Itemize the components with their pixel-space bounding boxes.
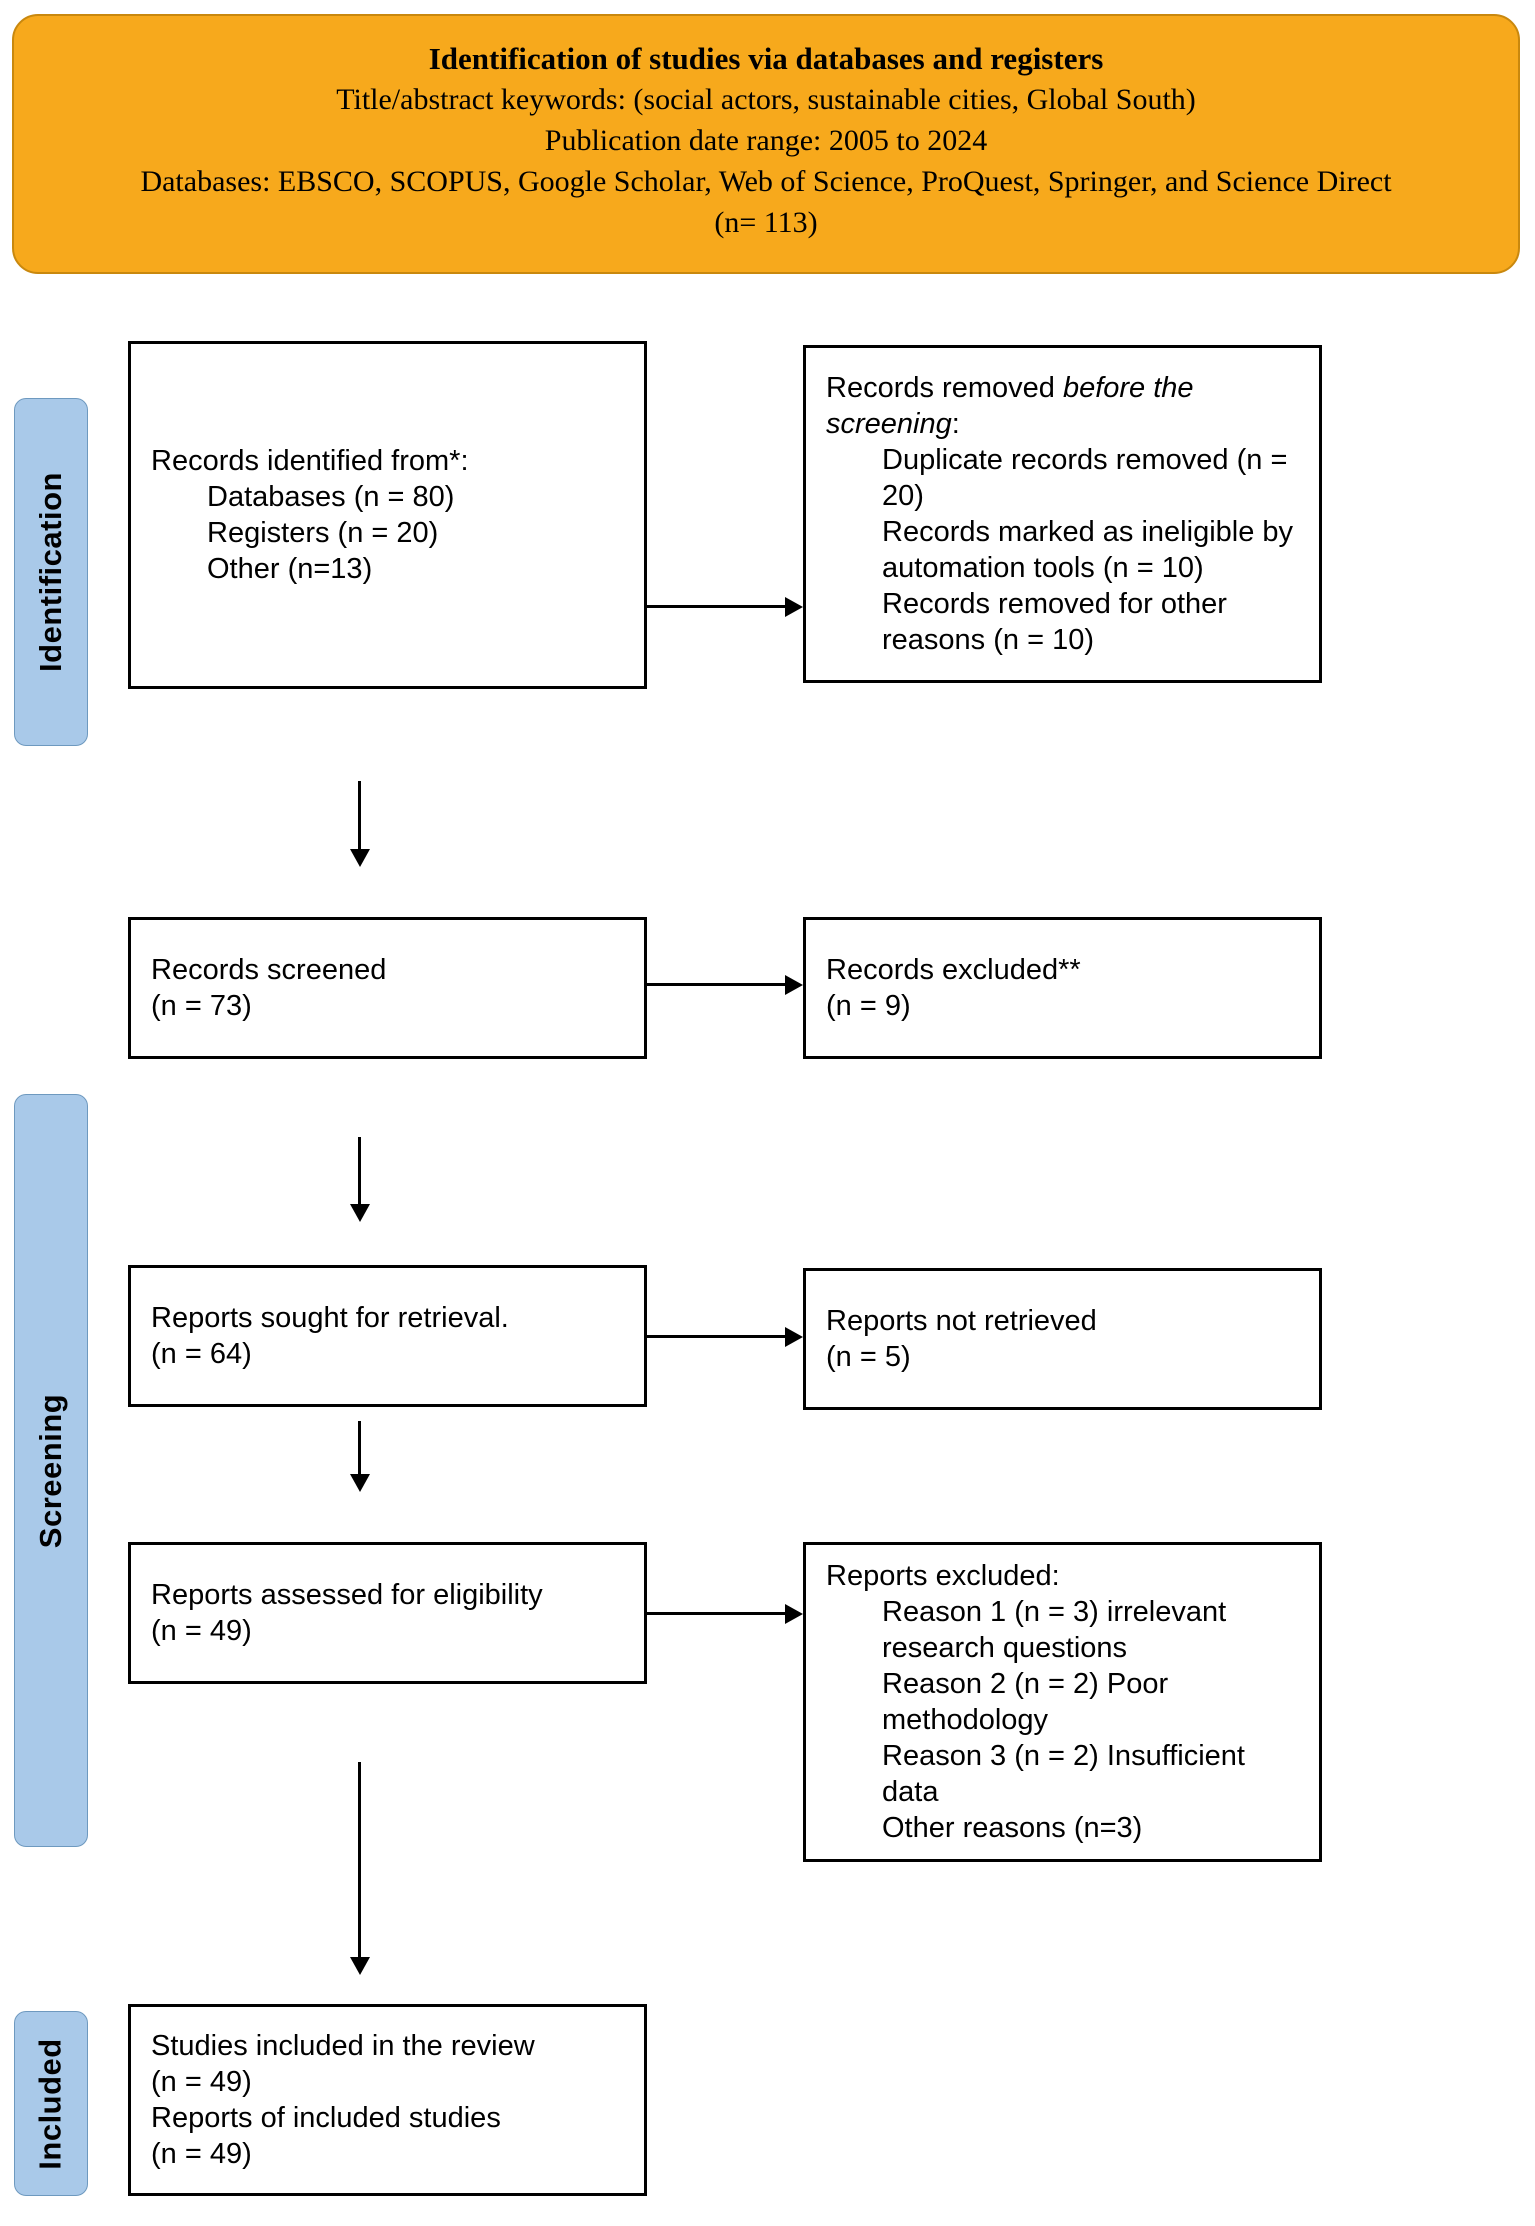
records-identified-heading: Records identified from*: (151, 445, 469, 477)
arrow-sought-to-assessed (358, 1421, 361, 1474)
stage-label-screening (14, 1094, 88, 1847)
box-records-removed (803, 345, 1322, 683)
stage-screening-text: Screening (33, 1393, 69, 1548)
reports-excluded-heading: Reports excluded: (826, 1560, 1060, 1592)
reports-assessed-line1: Reports assessed for eligibility (151, 1579, 543, 1611)
stage-label-identification (14, 398, 88, 746)
box-records-screened (128, 917, 647, 1059)
records-screened-line1: Records screened (151, 954, 387, 986)
box-studies-included (128, 2004, 647, 2196)
records-excluded-line1: Records excluded** (826, 954, 1081, 986)
records-removed-item-duplicates: Duplicate records removed (n = 20) (882, 444, 1288, 512)
records-removed-heading-italic: before the screening (826, 372, 1194, 440)
reports-excluded-reason1: Reason 1 (n = 3) irrelevant research questions (882, 1596, 1227, 1664)
header-box (12, 14, 1520, 274)
box-reports-assessed (128, 1542, 647, 1684)
arrow-assessed-to-reports-excluded (647, 1612, 785, 1615)
arrow-screened-to-excluded (647, 983, 785, 986)
header-title: Identification of studies via databases and registers (428, 41, 1104, 76)
records-removed-item-other-reasons: Records removed for other reasons (n = 10) (882, 588, 1227, 656)
box-records-identified (128, 341, 647, 689)
studies-included-line3: Reports of included studies (151, 2102, 501, 2134)
reports-excluded-other: Other reasons (n=3) (882, 1812, 1143, 1844)
stage-label-included (14, 2011, 88, 2196)
arrow-assessed-to-included (358, 1762, 361, 1957)
reports-excluded-reason3: Reason 3 (n = 2) Insufficient data (882, 1740, 1245, 1808)
arrow-identified-to-removed (647, 605, 785, 608)
records-removed-heading-pre: Records removed (826, 372, 1063, 404)
arrow-sought-to-not-retrieved (647, 1335, 785, 1338)
header-date-range: Publication date range: 2005 to 2024 (544, 124, 988, 157)
box-reports-excluded (803, 1542, 1322, 1862)
studies-included-line1: Studies included in the review (151, 2030, 535, 2062)
stage-identification-text: Identification (33, 472, 69, 672)
studies-included-count2: (n = 49) (151, 2138, 252, 2170)
box-reports-not-retrieved (803, 1268, 1322, 1410)
header-count: (n= 113) (714, 206, 818, 239)
reports-sought-line1: Reports sought for retrieval. (151, 1302, 509, 1334)
arrow-screened-to-sought (358, 1137, 361, 1204)
records-screened-count: (n = 73) (151, 990, 252, 1022)
stage-included-text: Included (33, 2037, 69, 2170)
reports-not-retrieved-line1: Reports not retrieved (826, 1305, 1097, 1337)
records-identified-item-registers: Registers (n = 20) (207, 517, 439, 549)
box-records-excluded (803, 917, 1322, 1059)
reports-sought-count: (n = 64) (151, 1338, 252, 1370)
records-removed-heading-post: : (951, 408, 960, 440)
header-keywords: Title/abstract keywords: (social actors, sustainable cities, Global South) (336, 83, 1196, 116)
reports-not-retrieved-count: (n = 5) (826, 1341, 911, 1373)
arrow-identified-to-screened (358, 781, 361, 849)
reports-excluded-reason2: Reason 2 (n = 2) Poor methodology (882, 1668, 1169, 1736)
records-identified-item-databases: Databases (n = 80) (207, 481, 455, 513)
box-reports-sought (128, 1265, 647, 1407)
reports-assessed-count: (n = 49) (151, 1615, 252, 1647)
studies-included-count1: (n = 49) (151, 2066, 252, 2098)
records-identified-item-other: Other (n=13) (207, 553, 373, 585)
records-excluded-count: (n = 9) (826, 990, 911, 1022)
records-removed-heading (826, 370, 1299, 442)
header-databases: Databases: EBSCO, SCOPUS, Google Scholar, Web of Science, ProQuest, Springer, and Science Direct (140, 165, 1392, 198)
records-removed-item-automation: Records marked as ineligible by automation tools (n = 10) (882, 516, 1294, 584)
